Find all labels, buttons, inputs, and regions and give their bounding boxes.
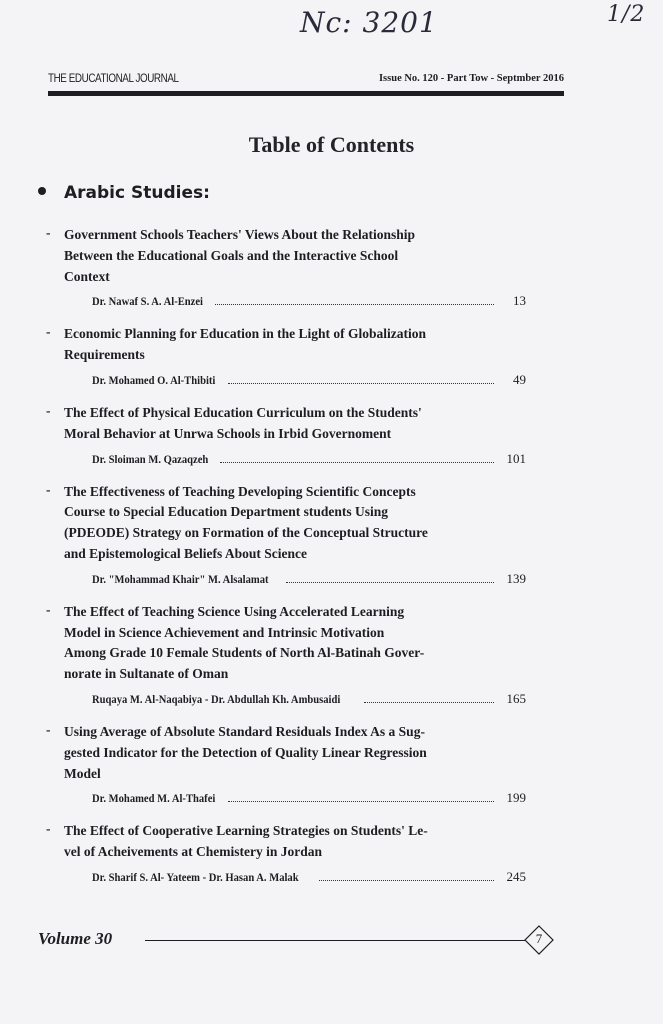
entry-title bbox=[64, 821, 504, 863]
entry-title bbox=[64, 324, 504, 366]
dot-leader bbox=[319, 879, 494, 881]
dot-leader bbox=[364, 701, 494, 703]
toc-entry bbox=[0, 403, 663, 469]
toc-entry bbox=[0, 482, 663, 589]
entry-title-line: Moral Behavior at Unrwa Schools in Irbid Governoment bbox=[64, 425, 392, 441]
entry-author: Dr. Mohamed O. Al-Thibiti bbox=[92, 374, 216, 387]
running-header bbox=[48, 71, 564, 89]
dot-leader bbox=[220, 461, 494, 463]
entry-author-line bbox=[92, 691, 526, 709]
entry-title-line: gested Indicator for the Detection of Quality Linear Regression bbox=[64, 744, 427, 760]
entry-author: Dr. "Mohammad Khair" M. Alsalamat bbox=[92, 573, 269, 586]
entry-dash: - bbox=[46, 601, 51, 617]
entry-title-line: The Effect of Teaching Science Using Accelerated Learning bbox=[64, 603, 405, 619]
entry-title-line: Requirements bbox=[64, 347, 145, 363]
entry-title-line: Model bbox=[64, 765, 101, 781]
entry-dash: - bbox=[46, 402, 51, 418]
entry-author-line bbox=[92, 790, 526, 808]
page-footer bbox=[38, 925, 568, 955]
page-title: Table of Contents bbox=[248, 132, 415, 157]
toc-entry bbox=[0, 722, 663, 808]
entry-author-line bbox=[92, 451, 526, 469]
entry-author: Ruqaya M. Al-Naqabiya - Dr. Abdullah Kh. Ambusaidi bbox=[92, 693, 341, 706]
entry-page-number: 165 bbox=[506, 690, 526, 706]
entry-author-line bbox=[92, 372, 526, 390]
entry-title bbox=[64, 482, 504, 565]
entry-author-line bbox=[92, 293, 526, 311]
toc-list bbox=[0, 225, 663, 900]
entry-dash: - bbox=[46, 821, 51, 837]
entry-dash: - bbox=[46, 481, 51, 497]
entry-page-number: 13 bbox=[513, 293, 526, 309]
bullet-icon bbox=[38, 187, 46, 195]
entry-page-number: 139 bbox=[506, 570, 526, 586]
entry-title-line: norate in Sultanate of Oman bbox=[64, 666, 229, 682]
entry-dash: - bbox=[46, 225, 51, 240]
entry-author: Dr. Mohamed M. Al-Thafei bbox=[92, 793, 216, 806]
page-number-diamond-icon bbox=[524, 925, 554, 955]
entry-dash: - bbox=[46, 721, 51, 737]
entry-title-line: (PDEODE) Strategy on Formation of the Conceptual Structure bbox=[64, 525, 428, 541]
header-rule bbox=[48, 91, 564, 96]
dot-leader bbox=[286, 581, 494, 583]
volume-label: Volume 30 bbox=[38, 929, 113, 948]
entry-dash: - bbox=[46, 324, 51, 340]
entry-title bbox=[64, 602, 504, 685]
entry-title-line: Between the Educational Goals and the Interactive School bbox=[64, 247, 399, 263]
dot-leader bbox=[215, 303, 494, 305]
entry-page-number: 49 bbox=[513, 371, 526, 387]
toc-entry bbox=[0, 225, 663, 311]
entry-author: Dr. Sharif S. Al- Yateem - Dr. Hasan A. Malak bbox=[92, 871, 299, 884]
entry-title-line: Government Schools Teachers' Views About the Relationship bbox=[64, 227, 416, 242]
journal-name: THE EDUCATIONAL JOURNAL bbox=[48, 71, 179, 85]
entry-page-number: 199 bbox=[506, 790, 526, 806]
section-label: Arabic Studies: bbox=[64, 183, 210, 203]
section-heading bbox=[38, 183, 210, 203]
toc-entry bbox=[0, 821, 663, 887]
entry-title-line: and Epistemological Beliefs About Science bbox=[64, 545, 307, 561]
page-number: 7 bbox=[535, 931, 543, 946]
entry-author-line bbox=[92, 571, 526, 589]
entry-author: Dr. Nawaf S. A. Al-Enzei bbox=[92, 296, 204, 309]
entry-title bbox=[64, 225, 504, 287]
entry-title-line: Course to Special Education Department students Using bbox=[64, 504, 389, 520]
toc-entry bbox=[0, 324, 663, 390]
entry-title-line: The Effect of Physical Education Curriculum on the Students' bbox=[64, 404, 422, 420]
entry-page-number: 101 bbox=[506, 450, 526, 466]
entry-title-line: Using Average of Absolute Standard Residuals Index As a Sug- bbox=[64, 723, 425, 739]
issue-info: Issue No. 120 - Part Tow - Septmber 2016 bbox=[378, 73, 564, 84]
entry-title bbox=[64, 403, 504, 445]
entry-author-line bbox=[92, 869, 526, 887]
entry-title-line: vel of Acheivements at Chemistery in Jordan bbox=[64, 844, 322, 860]
toc-entry bbox=[0, 602, 663, 709]
entry-title-line: Model in Science Achievement and Intrinsic Motivation bbox=[64, 624, 385, 640]
entry-title bbox=[64, 722, 504, 784]
dot-leader bbox=[228, 382, 494, 384]
footer-rule bbox=[145, 940, 525, 941]
entry-title-line: The Effect of Cooperative Learning Strategies on Students' Le- bbox=[64, 823, 428, 839]
handwritten-call-number: Nc: 3201 bbox=[300, 6, 438, 39]
entry-title-line: Among Grade 10 Female Students of North Al-Batinah Gover- bbox=[64, 645, 425, 661]
entry-title-line: The Effectiveness of Teaching Developing Scientific Concepts bbox=[64, 483, 416, 499]
dot-leader bbox=[228, 800, 494, 802]
entry-page-number: 245 bbox=[506, 868, 526, 884]
entry-title-line: Context bbox=[64, 268, 110, 284]
handwritten-corner-mark: 1/2 bbox=[607, 2, 646, 27]
entry-author: Dr. Sloiman M. Qazaqzeh bbox=[92, 453, 209, 466]
entry-title-line: Economic Planning for Education in the Light of Globalization bbox=[64, 326, 427, 342]
